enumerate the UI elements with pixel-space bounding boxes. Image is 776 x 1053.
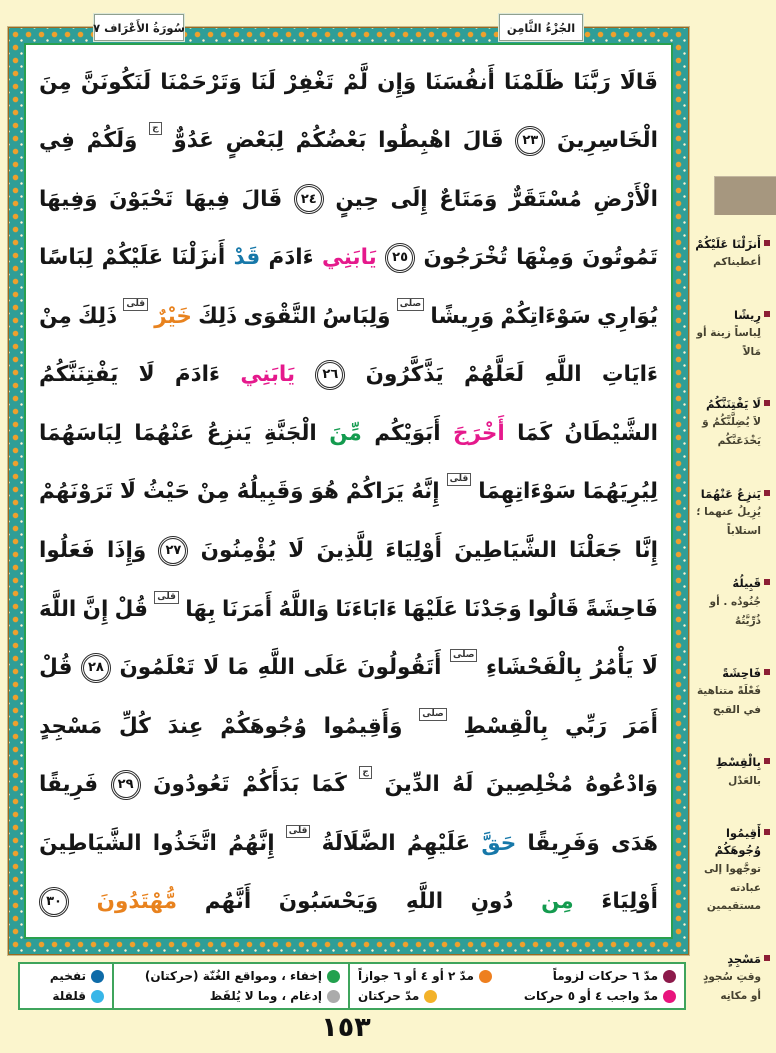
quran-word: رَبِّي [564, 713, 608, 739]
quran-word: أَنزَلْنَا [171, 245, 226, 271]
margin-note-head [694, 754, 770, 771]
note-bullet-icon [764, 829, 770, 835]
quran-word: مِنْ [197, 479, 230, 505]
quran-word: إِنَّا [634, 538, 658, 563]
quran-word: لِلَّذِينَ [316, 538, 374, 563]
quran-word: مِن [541, 889, 574, 915]
quran-word: الشَّيَاطِينَ [454, 538, 557, 563]
quran-word: قُلْ [39, 655, 73, 681]
quran-text-area [24, 43, 673, 939]
margin-note [694, 236, 770, 272]
ornamental-frame [8, 27, 689, 955]
margin-note-head [694, 307, 770, 324]
quran-word: التَّقْوَى [243, 303, 317, 329]
quran-word: اللَّهَ [39, 596, 77, 622]
quran-word: الْخَاسِرِينَ [557, 128, 658, 154]
quran-line [39, 463, 658, 521]
quran-word: إِلَى [390, 186, 428, 212]
quran-word: لَنَكُونَنَّ [80, 69, 152, 95]
ayah-number-medallion: ٢٦ [315, 360, 345, 390]
quran-word: فَعَلُوا [39, 538, 95, 563]
note-bullet-icon [764, 758, 770, 764]
note-bullet-icon [764, 579, 770, 585]
quran-word: كَمَا [517, 420, 553, 446]
legend-color-dot [663, 990, 676, 1003]
quran-word: وُجُوهَكُمْ [220, 713, 307, 739]
quran-word: الضَّلَالَةُ [321, 830, 396, 856]
ayah-number-medallion: ٢٥ [385, 243, 415, 273]
quran-word: وَاللَّهُ [278, 596, 330, 622]
quran-word: عَلَيْكُمْ [101, 245, 164, 271]
note-explanation: يُزِيلُ عنهما ؛ استلاباً [696, 506, 761, 537]
quran-word: تَغْفِرْ [284, 69, 334, 95]
quran-word: تَرَوْنَهُمْ [39, 479, 113, 505]
note-bullet-icon [764, 400, 770, 406]
quran-word: قُلْ [114, 596, 148, 622]
quran-word: كَمَا [311, 772, 347, 798]
quran-word: أَبَوَيْكُم [374, 420, 441, 446]
quran-word: ذَلِكَ [198, 303, 238, 329]
note-headword: بِالْقِسْطِ [715, 755, 761, 770]
quran-word: سَوْءَاتِكُمْ [500, 303, 591, 329]
quran-word: تَمُوتُونَ [582, 245, 658, 271]
quran-word: لِبَاسَهُمَا [39, 420, 122, 446]
quran-word: مُخْلِصِينَ [485, 772, 573, 798]
quran-word: ذَلِكَ [78, 303, 118, 329]
legend-label: مدّ حركتان [358, 989, 420, 1003]
quran-word: اللَّهِ [257, 655, 295, 681]
quran-line [39, 229, 658, 287]
legend-item [358, 969, 492, 983]
quran-word: ظَلَمْنَا [504, 69, 565, 95]
legend-group [350, 964, 684, 1008]
quran-word: لَعَلَّهُمْ [464, 362, 525, 388]
page-number: ١٥٣ [321, 1012, 371, 1043]
quran-word: وَإِذَا [107, 538, 147, 563]
quran-word: مِّنَ [329, 420, 362, 446]
quran-word: وَمِنْهَا [516, 245, 574, 271]
waqf-mark: صلى [450, 649, 477, 662]
legend-label: تفخيم [49, 969, 86, 983]
quran-word: يَفْتِنَنَّكُمُ [39, 362, 119, 388]
legend-group [20, 964, 114, 1008]
note-headword: فَاحِشَةً [722, 665, 761, 680]
note-explanation: أعطيناكم [713, 256, 761, 269]
waqf-mark: ج [359, 766, 372, 779]
quran-word: فَاحِشَةً [585, 596, 658, 622]
quran-word: بَعْضُكُمْ [295, 128, 367, 154]
quran-word: مَا [227, 655, 250, 681]
ayah-number-medallion: ٢٧ [158, 536, 188, 566]
quran-word: حَيْثُ [143, 479, 191, 505]
quran-word: الْجَنَّةِ [264, 420, 317, 446]
legend-label: مدّ واجب ٤ أو ٥ حركات [523, 989, 658, 1003]
quran-word: لَهُ [452, 772, 474, 798]
legend-item [524, 989, 676, 1003]
quran-word: أَوْلِيَاءَ [601, 889, 658, 915]
quran-word: جَعَلْنَا [569, 538, 623, 563]
legend-row [28, 969, 104, 983]
quran-line [39, 756, 658, 814]
quran-line [39, 580, 658, 638]
legend-row [358, 989, 676, 1003]
quran-word: وَأَقِيمُوا [323, 713, 403, 739]
quran-word: إِنَّ [82, 596, 109, 622]
quran-word: مِنْ [39, 303, 72, 329]
quran-word: مُّهْتَدُونَ [96, 889, 178, 915]
quran-word: وَفَرِيقًا [527, 830, 600, 856]
margin-note-head [694, 575, 770, 592]
quran-line [39, 814, 658, 872]
quran-word: بِالْفَحْشَاءِ [485, 655, 583, 681]
surah-number: ٧ [93, 20, 101, 35]
legend-row [122, 969, 340, 983]
quran-word: لَّمْ [343, 69, 368, 95]
legend-item [145, 969, 340, 983]
quran-word: لِيُرِيَهُمَا [583, 479, 658, 505]
quran-word: يُؤْمِنُونَ [200, 538, 277, 563]
legend-label: قلقلة [52, 989, 86, 1003]
quran-word: لَا [288, 538, 305, 563]
note-explanation: وقتِ سُجودٍ أو مكانِه [702, 971, 761, 1002]
quran-word: لَا [138, 362, 155, 388]
note-bullet-icon [764, 490, 770, 496]
quran-word: وَلَكُمْ [86, 128, 138, 154]
quran-word: يَرَاكُمْ [345, 479, 405, 505]
quran-word: مُسْتَقَرٌّ [508, 186, 582, 212]
margin-note-head [694, 665, 770, 682]
margin-note [694, 396, 770, 451]
legend-color-dot [663, 970, 676, 983]
legend-color-dot [479, 970, 492, 983]
quran-word: وَلِبَاسُ [322, 303, 391, 329]
legend-item [358, 989, 437, 1003]
note-headword: يَنزِعُ عَنْهُمَا [700, 486, 761, 501]
quran-word: يُوَارِي [596, 303, 658, 329]
quran-word: بِالْقِسْطِ [463, 713, 549, 739]
note-headword: أَنزَلْنَا عَلَيْكُمْ [695, 237, 761, 251]
quran-word: فِيهَا [184, 186, 230, 212]
bookmark-tab [714, 176, 776, 215]
quran-line [39, 639, 658, 697]
quran-word: لَا [203, 655, 220, 681]
quran-word: كُلِّ [119, 713, 151, 739]
waqf-mark: قلى [286, 825, 311, 838]
quran-word: يَابَنِي [322, 245, 377, 271]
quran-word: فِي [39, 128, 75, 154]
legend-item [52, 989, 104, 1003]
quran-word: أَنَّهُم [204, 889, 252, 915]
quran-word: اتَّخَذُوا [152, 830, 217, 856]
quran-word: حَقَّ [481, 830, 517, 856]
quran-word: عَنْهُمَا [134, 420, 195, 446]
quran-word: أَخْرَجَ [453, 420, 505, 446]
note-headword: مَسْجِدٍ [727, 951, 761, 966]
quran-line [39, 522, 658, 580]
quran-line [39, 697, 658, 755]
quran-word: فَرِيقًا [39, 772, 99, 798]
note-explanation: فَعْلَةً متناهية في القبح [696, 685, 761, 717]
margin-note [694, 486, 770, 541]
quran-word: الدِّينَ [384, 772, 440, 798]
note-headword: لَا يَفْتِنَنَّكُمُ [706, 397, 761, 412]
margin-note [694, 951, 770, 1006]
quran-word: سَوْءَاتِهِمَا [478, 479, 577, 505]
ayah-number-medallion: ٢٩ [111, 770, 141, 800]
quran-word: ءَايَاتِ [601, 362, 658, 388]
quran-word: عَلَى [303, 655, 349, 681]
legend-row [28, 989, 104, 1003]
ayah-number-medallion: ٢٤ [294, 184, 324, 214]
quran-word: وَرِيشًا [430, 303, 495, 329]
quran-word: اللَّهِ [544, 362, 582, 388]
margin-note-head [694, 236, 770, 253]
quran-word: قَالُوا [528, 596, 580, 622]
quran-word: قَالَا [619, 69, 658, 95]
note-explanation: لاَ يُضِلَّنَّكُمُ وَ يَخْدَعَنَّكُم [702, 416, 761, 448]
quran-word: وَيَحْسَبُونَ [278, 889, 379, 915]
quran-word: اهْبِطُوا [378, 128, 452, 154]
quran-word: قَالَ [462, 128, 504, 154]
juz-title-label: الجُزْءُ الثَّامِن [506, 20, 576, 35]
legend-item [553, 969, 676, 983]
waqf-mark: قلى [447, 473, 472, 486]
tajweed-legend [18, 962, 686, 1010]
margin-note [694, 825, 770, 916]
legend-item [50, 969, 104, 983]
quran-word: مِنَ [39, 69, 72, 95]
waqf-mark: ج [149, 122, 162, 135]
quran-word: اللَّهِ [405, 889, 444, 915]
margin-notes [692, 236, 774, 1006]
quran-word: قَالَ [241, 186, 283, 212]
quran-word: ءَادَمَ [174, 362, 221, 388]
waqf-mark: صلى [419, 708, 446, 721]
quran-word: عَدُوٌّ [173, 128, 214, 154]
quran-word: يَابَنِي [240, 362, 296, 388]
quran-word: تَعْلَمُونَ [119, 655, 195, 681]
quran-word: إِنَّهُ [411, 479, 440, 505]
quran-word: الشَّيَاطِينَ [39, 830, 142, 856]
legend-row [358, 969, 676, 983]
note-headword: أَقِيمُوا وُجُوهَكُمْ [714, 826, 761, 858]
quran-line [39, 53, 658, 111]
margin-note [694, 575, 770, 630]
waqf-mark: قلى [154, 591, 179, 604]
quran-word: عَلَيْهَا [403, 596, 458, 622]
quran-word: أَمَرَنَا [221, 596, 273, 622]
quran-word: وَادْعُوهُ [585, 772, 658, 798]
quran-word: الشَّيْطَانُ [564, 420, 658, 446]
quran-word: تَعُودُونَ [153, 772, 230, 798]
note-explanation: بالعَدْل [728, 774, 761, 787]
margin-note [694, 307, 770, 362]
quran-word: لِبَعْضٍ [225, 128, 284, 154]
quran-word: بَدَأَكُمْ [242, 772, 300, 798]
quran-word: تَحْيَوْنَ [109, 186, 174, 212]
quran-line [39, 873, 658, 931]
quran-word: هَدَى [610, 830, 658, 856]
note-headword: رِيشًا [734, 307, 761, 322]
quran-word: خَيْرٌ [154, 303, 192, 329]
quran-word: إِنَّهُمُ [228, 830, 275, 856]
quran-word: أَنفُسَنَا [425, 69, 495, 95]
quran-word: يَنزِعُ [206, 420, 252, 446]
quran-word: لَنَا [250, 69, 276, 95]
quran-word: وَفِيهَا [39, 186, 98, 212]
quran-word: حِينٍ [335, 186, 379, 212]
legend-row [122, 989, 340, 1003]
quran-word: لَا [641, 655, 658, 681]
margin-note-head [694, 825, 770, 860]
surah-title-tab [94, 14, 184, 41]
surah-title-label: سُورَةُ الأَعْرَاف [104, 20, 185, 35]
quran-word: يَذَّكَّرُونَ [365, 362, 444, 388]
legend-label: إدغام ، وما لا يُلفَظ [209, 989, 322, 1003]
quran-word: ءَادَمَ [268, 245, 314, 271]
margin-note [694, 665, 770, 720]
quran-word: وَتَرْحَمْنَا [160, 69, 242, 95]
legend-label: مدّ ٦ حركات لزوماً [552, 969, 658, 983]
ayah-number-medallion: ٢٨ [81, 653, 111, 683]
quran-word: لِبَاسًا [39, 245, 94, 271]
quran-word: يَأْمُرُ [590, 655, 634, 681]
legend-color-dot [327, 970, 340, 983]
legend-label: إخفاء ، ومواقع الغُنّة (حركتان) [144, 969, 322, 983]
quran-line [39, 170, 658, 228]
quran-word: أَوْلِيَاءَ [385, 538, 443, 563]
waqf-mark: صلى [397, 298, 424, 311]
quran-word: ءَابَاءَنَا [335, 596, 398, 622]
note-bullet-icon [764, 311, 770, 317]
quran-word: عِندَ [167, 713, 204, 739]
note-explanation: توجَّهوا إلى عبادته مستقيمين [703, 862, 761, 913]
quran-word: رَبَّنَا [573, 69, 611, 95]
juz-title-tab [499, 14, 583, 41]
note-headword: قَبِيلُهُ [732, 576, 761, 591]
quran-word: أَتَقُولُونَ [357, 655, 442, 681]
quran-word: دُونِ [470, 889, 514, 915]
quran-word: الْأَرْضِ [593, 186, 658, 212]
quran-word: مَسْجِدٍ [39, 713, 103, 739]
quran-word: وَمَتَاعٌ [439, 186, 498, 212]
quran-line [39, 404, 658, 462]
legend-color-dot [91, 970, 104, 983]
legend-color-dot [91, 990, 104, 1003]
quran-word: وَقَبِيلُهُ [236, 479, 304, 505]
legend-color-dot [424, 990, 437, 1003]
margin-note-head [694, 396, 770, 413]
ayah-number-medallion: ٣٠ [39, 887, 69, 917]
quran-line [39, 112, 658, 170]
quran-word: بِهَا [185, 596, 216, 622]
waqf-mark: قلى [123, 298, 148, 311]
quran-line [39, 287, 658, 345]
quran-word: لَا [119, 479, 136, 505]
quran-word: وَإِن [377, 69, 417, 95]
quran-word: هُوَ [310, 479, 339, 505]
quran-line [39, 346, 658, 404]
note-bullet-icon [764, 669, 770, 675]
note-bullet-icon [764, 955, 770, 961]
quran-word: عَلَيْهِمُ [406, 830, 471, 856]
quran-word: تُخْرَجُونَ [423, 245, 508, 271]
ayah-number-medallion: ٢٣ [515, 126, 545, 156]
margin-note-head [694, 951, 770, 968]
legend-label: مدّ ٢ أو ٤ أو ٦ جوازاً [358, 969, 474, 983]
margin-note-head [694, 486, 770, 503]
quran-word: أَمَرَ [623, 713, 658, 739]
quran-word: قَدْ [233, 245, 261, 271]
legend-color-dot [327, 990, 340, 1003]
legend-item [210, 989, 340, 1003]
note-explanation: جُنُودُه . أو ذُرِّيَّتُهُ [709, 595, 761, 627]
quran-word: وَجَدْنَا [464, 596, 522, 622]
note-explanation: لِباساً زينة أو مَالاً [696, 326, 761, 358]
legend-group [114, 964, 350, 1008]
margin-note [694, 754, 770, 790]
note-bullet-icon [764, 240, 770, 246]
